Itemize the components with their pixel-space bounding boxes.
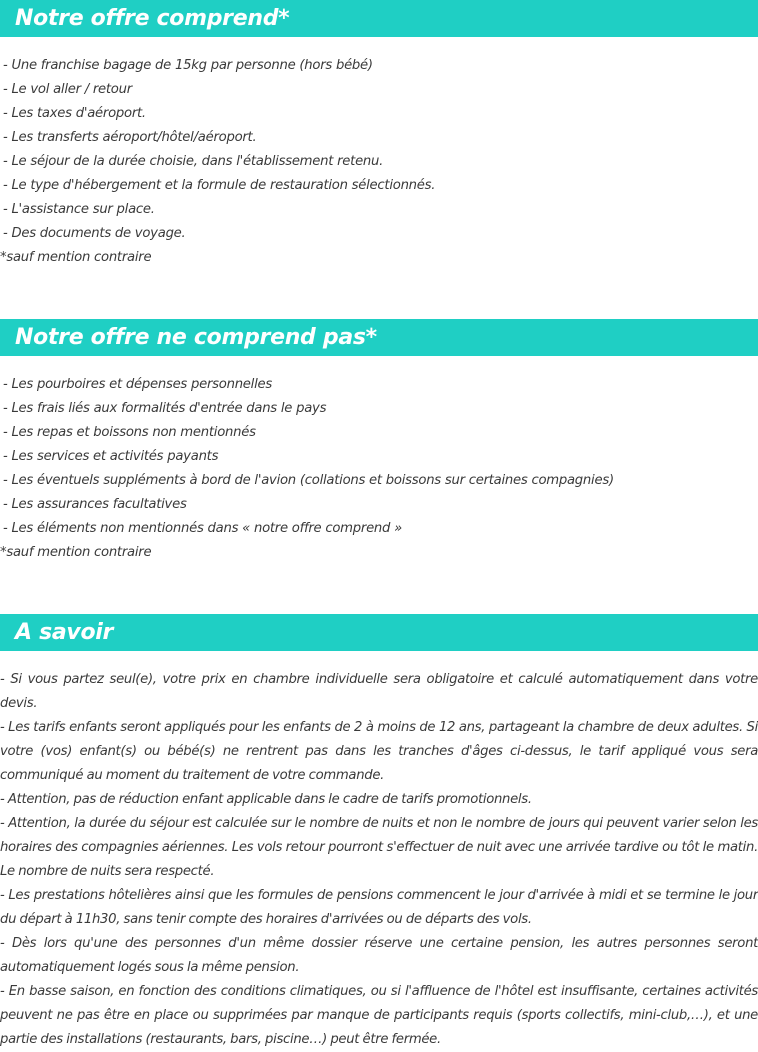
list-item: - Le séjour de la durée choisie, dans l'établissement retenu. — [3, 154, 384, 169]
list-item: - Une franchise bagage de 15kg par personne (hors bébé) — [3, 58, 373, 73]
list-item: - Les assurances facultatives — [3, 497, 187, 512]
list-item: - Les taxes d'aéroport. — [3, 106, 146, 121]
list-item: - Les transferts aéroport/hôtel/aéroport. — [3, 130, 257, 145]
list-item: - L'assistance sur place. — [3, 202, 155, 217]
list-item: - Les éléments non mentionnés dans « notre offre comprend » — [3, 521, 402, 536]
section-title-excludes: Notre offre ne comprend pas* — [15, 325, 377, 350]
list-item: - Les frais liés aux formalités d'entrée dans le pays — [3, 401, 327, 416]
info-paragraph: - Les tarifs enfants seront appliqués pour les enfants de 2 à moins de 12 ans, partageant la chambre de deux adultes. Si votre (vos) enfant(s) ou bébé(s) ne rentrent pas dans les tranches d'âges ci-dessus, le tarif appliqué vous sera communiqué au moment du traitement de votre commande. — [0, 720, 758, 783]
list-item: - Les repas et boissons non mentionnés — [3, 425, 256, 440]
section-header-includes — [0, 0, 758, 37]
info-paragraphs — [0, 668, 758, 1052]
includes-footnote: *sauf mention contraire — [0, 250, 152, 265]
excludes-list — [0, 373, 758, 565]
info-paragraph: - Attention, pas de réduction enfant applicable dans le cadre de tarifs promotionnels. — [0, 792, 532, 807]
includes-list — [0, 54, 758, 270]
section-title-includes: Notre offre comprend* — [15, 6, 290, 31]
list-item: - Des documents de voyage. — [3, 226, 186, 241]
list-item: - Les services et activités payants — [3, 449, 219, 464]
info-paragraph: - Les prestations hôtelières ainsi que les formules de pensions commencent le jour d'arrivée à midi et se termine le jour du départ à 11h30, sans tenir compte des horaires d'arrivées ou de départs des vols. — [0, 888, 758, 927]
info-paragraph: - Si vous partez seul(e), votre prix en chambre individuelle sera obligatoire et calculé automatiquement dans votre devis. — [0, 672, 758, 711]
section-title-info: A savoir — [15, 620, 114, 645]
list-item: - Le type d'hébergement et la formule de restauration sélectionnés. — [3, 178, 436, 193]
info-paragraph: - En basse saison, en fonction des conditions climatiques, ou si l'affluence de l'hôtel est insuffisante, certaines activités peuvent ne pas être en place ou supprimées par manque de participants requis (sports collectifs, mini-club,…), et une partie des installations (restaurants, bars, piscine…) peut être fermée. — [0, 984, 758, 1047]
list-item: - Le vol aller / retour — [3, 82, 132, 97]
section-header-info — [0, 614, 758, 651]
section-header-excludes — [0, 319, 758, 356]
info-paragraph: - Dès lors qu'une des personnes d'un même dossier réserve une certaine pension, les autres personnes seront automatiquement logés sous la même pension. — [0, 936, 758, 975]
info-paragraph: - Attention, la durée du séjour est calculée sur le nombre de nuits et non le nombre de jours qui peuvent varier selon les horaires des compagnies aériennes. Les vols retour pourront s'effectuer de nuit avec une arrivée tardive ou tôt le matin. Le nombre de nuits sera respecté. — [0, 816, 758, 879]
list-item: - Les éventuels suppléments à bord de l'avion (collations et boissons sur certaines compagnies) — [3, 473, 614, 488]
excludes-footnote: *sauf mention contraire — [0, 545, 152, 560]
list-item: - Les pourboires et dépenses personnelles — [3, 377, 272, 392]
